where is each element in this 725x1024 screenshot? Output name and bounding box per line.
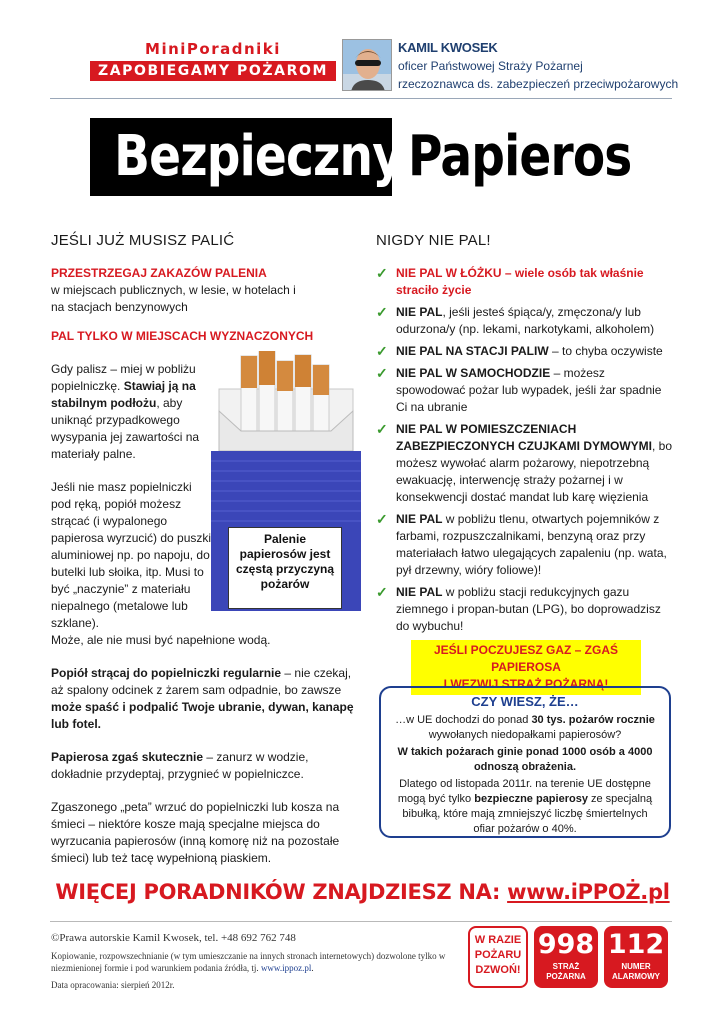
- title-part-2: Papieros: [408, 124, 632, 189]
- checkmark-icon: ✓: [376, 265, 388, 281]
- fact-text: …w UE dochodzi do ponad 30 tys. pożarów rocznie wywołanych niedopałkami papierosów?: [395, 714, 655, 741]
- emergency-label: W RAZIE POŻARU DZWOŃ!: [468, 926, 528, 988]
- website-link[interactable]: www.iPPOŻ.pl: [507, 880, 670, 904]
- copyright-line: ©Prawa autorskie Kamil Kwosek, tel. +48 692 762 748: [51, 932, 296, 944]
- ash-paragraph: Popiół strącaj do popielniczki regularnie – nie czekaj, aż spalony odcinek z żarem sam odpadnie, bo zawsze może spaść i podpalić Twoje ubranie, dywan, kanapę lub fotel.: [51, 666, 354, 731]
- fire-number-badge: 998 STRAŻ POŻARNA: [534, 926, 598, 988]
- author-role: oficer Państwowej Straży Pożarnej: [398, 59, 583, 73]
- did-you-know-box: [379, 686, 671, 838]
- right-column: [376, 232, 676, 695]
- no-ashtray-paragraph-tail: Może, ale nie musi być napełnione wodą.: [51, 633, 271, 647]
- list-item: ✓ NIE PAL W ŁÓŻKU – wiele osób tak właśnie straciło życie: [376, 265, 644, 297]
- checkmark-icon: ✓: [376, 304, 388, 320]
- checkmark-icon: ✓: [376, 343, 388, 359]
- gas-alert: JEŚLI POCZUJESZ GAZ – ZGAŚ PAPIEROSA I WEZWIJ STRAŻ POŻARNĄ!: [411, 640, 641, 695]
- list-item: ✓ NIE PAL w pobliżu tlenu, otwartych pojemników z farbami, rozpuszczalnikami, benzyną oraz przy materiałach łatwo ulegających zapaleniu (np. wata, pył drzewny, wióry foliowe)!: [376, 511, 667, 577]
- left-heading: JEŚLI JUŻ MUSISZ PALIĆ: [51, 232, 235, 249]
- brand-logo: [90, 40, 336, 81]
- image-caption: Palenie papierosów jest częstą przyczyną pożarów: [228, 527, 342, 609]
- source-link[interactable]: www.ippoz.pl: [260, 963, 312, 973]
- list-item: ✓ NIE PAL w pobliżu stacji redukcyjnych gazu ziemnego i propan-butan (LPG), bo doprowadzisz do wybuchu!: [376, 584, 661, 633]
- list-item: ✓ NIE PAL, jeśli jesteś śpiąca/y, zmęczona/y lub odurzona/y (np. lekami, narkotykami, alkoholem): [376, 304, 655, 336]
- author-info: [398, 40, 678, 91]
- no-ashtray-paragraph: Jeśli nie masz popielniczki pod ręką, popiół możesz strącać (i wypalonego papierosa wyrzucić) do puszki aluminiowej np. po napoju, do butelki lub słoika, itp. Musi to być „naczynie” z materiału niepalnego (metalowe lub szklane).: [51, 480, 212, 630]
- author-photo: [342, 39, 392, 91]
- extinguish-paragraph: Papierosa zgaś skutecznie – zanurz w wodzie, dokładnie przydeptaj, przygnieć w popielniczce.: [51, 750, 309, 781]
- more-guides-banner: WIĘCEJ PORADNIKÓW ZNAJDZIESZ NA: www.iPPOŻ.pl: [55, 880, 670, 904]
- copyright-notice: [51, 932, 461, 990]
- right-heading: NIGDY NIE PAL!: [376, 232, 491, 249]
- header-divider: [50, 98, 672, 99]
- fact-text: Dlatego od listopada 2011r. na terenie UE dostępne mogą być tylko bezpieczne papierosy ze specjalną bibułką, które mają zmniejszyć liczbę śmiertelnych ofiar pożarów o 40%.: [397, 778, 653, 835]
- ashtray-paragraph: Gdy palisz – miej w pobliżu popielniczkę. Stawiaj ją na stabilnym podłożu, aby uniknąć przypadkowego wysypania jej zawartości na materiały palne.: [51, 362, 200, 461]
- fact-text: W takich pożarach ginie ponad 1000 osób a 4000 odnoszą obrażenia.: [397, 746, 653, 773]
- butt-paragraph: Zgaszonego „peta” wrzuć do popielniczki lub kosza na śmieci – niektóre kosze mają specjalne miejsca do wyrzucania papierosów (inną komorę niż na pozostałe śmieci) lub też tacę wypełnioną piaskiem.: [51, 800, 340, 865]
- checkmark-icon: ✓: [376, 421, 388, 437]
- checkmark-icon: ✓: [376, 365, 388, 381]
- author-role-secondary: rzeczoznawca ds. zabezpieczeń przeciwpożarowych: [398, 77, 679, 91]
- checkmark-icon: ✓: [376, 584, 388, 600]
- copying-terms: Kopiowanie, rozpowszechnianie (w tym umieszczanie na innych stronach internetowych) dozwolone tylko w niezmienionej formie i pod warunkiem podania źródła, tj. www.ippoz.pl.: [51, 951, 446, 973]
- publication-date: Data opracowania: sierpień 2012r.: [51, 980, 175, 990]
- list-item: ✓ NIE PAL NA STACJI PALIW – to chyba oczywiste: [376, 343, 663, 359]
- rule-text: w miejscach publicznych, w lesie, w hotelach i na stacjach benzynowych: [51, 283, 296, 314]
- list-item: ✓ NIE PAL W POMIESZCZENIACH ZABEZPIECZONYCH CZUJKAMI DYMOWYMI, bo możesz wywołać alarm pożarowy, niepotrzebną ewakuację, interwencję straży pożarnej i w konsekwencji dostać mandat lub karę więzienia: [376, 421, 673, 504]
- list-item: ✓ NIE PAL W SAMOCHODZIE – możesz spowodować pożar lub wypadek, jeśli żar spadnie Ci na ubranie: [376, 365, 662, 414]
- brand-title: MiniPoradniki: [145, 40, 281, 58]
- emergency-number-badge: 112 NUMER ALARMOWY: [604, 926, 668, 988]
- did-you-know-title: CZY WIESZ, ŻE…: [471, 694, 579, 709]
- title-part-1: Bezpieczny: [114, 124, 403, 189]
- rule-heading: PRZESTRZEGAJ ZAKAZÓW PALENIA: [51, 266, 267, 280]
- rule-heading: PAL TYLKO W MIEJSCACH WYZNACZONYCH: [51, 329, 314, 343]
- brand-subtitle: ZAPOBIEGAMY POŻAROM: [90, 61, 336, 81]
- footer-divider: [50, 921, 672, 922]
- checkmark-icon: ✓: [376, 511, 388, 527]
- author-name: KAMIL KWOSEK: [398, 40, 498, 55]
